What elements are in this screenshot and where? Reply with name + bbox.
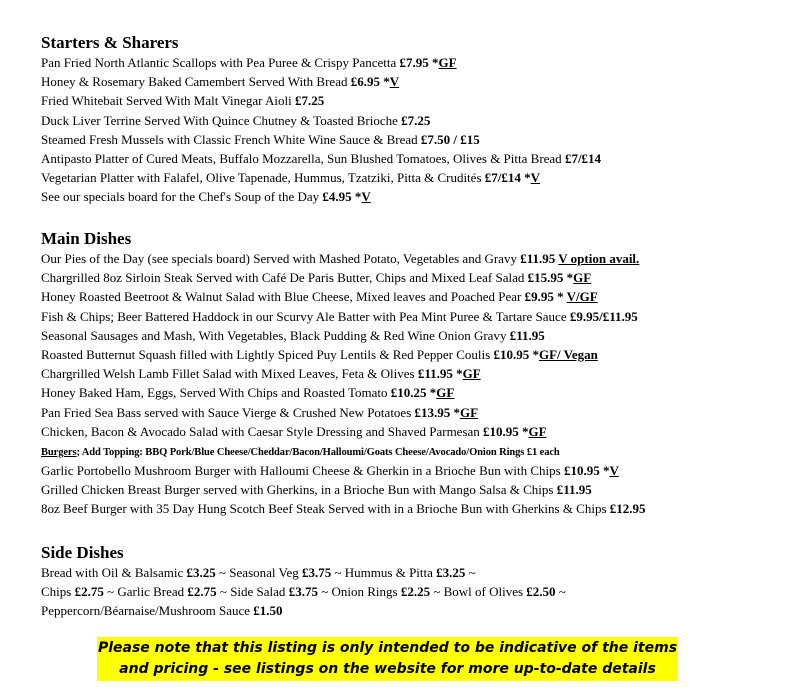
- item-marker: *: [426, 385, 437, 401]
- dietary-tag: V: [609, 463, 619, 478]
- item-marker: *: [450, 404, 461, 420]
- dietary-tag: V: [389, 74, 400, 90]
- side-dish-price: £2.75: [187, 584, 217, 600]
- menu-item: [41, 111, 601, 130]
- item-description: Steamed Fresh Mussels with Classic French White Wine Sauce & Bread: [41, 131, 421, 147]
- menu-item: [41, 53, 601, 72]
- side-dishes-line: [41, 601, 566, 620]
- menu-item: [41, 403, 639, 422]
- burgers-list: [41, 461, 646, 519]
- item-price: £10.95: [483, 423, 519, 439]
- item-price: £7/£14: [484, 170, 521, 186]
- item-price: £15.95: [527, 270, 564, 286]
- item-price: £11.95: [417, 366, 453, 382]
- side-dish-price: £2.75: [74, 584, 104, 600]
- menu-item: [41, 422, 639, 441]
- item-description: Chargrilled 8oz Sirloin Steak Served with Café De Paris Butter, Chips and Mixed Leaf Salad: [41, 270, 528, 286]
- item-price: £11.95: [509, 327, 545, 343]
- notice-banner: [97, 637, 678, 681]
- menu-item: [41, 364, 639, 383]
- side-dish-price: £2.50: [526, 584, 556, 600]
- menu-item: [41, 187, 601, 206]
- item-description: Honey Roasted Beetroot & Walnut Salad with Blue Cheese, Mixed leaves and Poached Pear: [41, 289, 525, 305]
- item-description: See our specials board for the Chef's Soup of the Day: [41, 189, 323, 205]
- item-price: £7.95: [399, 55, 429, 70]
- dietary-tag: GF: [462, 366, 481, 382]
- item-description: Fish & Chips; Beer Battered Haddock in our Scurvy Ale Batter with Pea Mint Puree & Tartare Sauce: [41, 308, 570, 324]
- menu-item: [41, 168, 601, 187]
- dietary-tag: V: [530, 170, 541, 186]
- menu-item: [41, 345, 639, 364]
- item-price: £11.95: [520, 251, 556, 266]
- item-marker: *: [529, 347, 539, 363]
- burgers-label: Burgers: [41, 447, 77, 458]
- item-marker: *: [553, 289, 567, 305]
- burgers-toppings-line: [41, 444, 646, 461]
- item-price: £6.95: [350, 74, 380, 90]
- dietary-tag: GF/ Vegan: [538, 347, 598, 363]
- menu-item: [41, 326, 639, 345]
- side-dish-price: £3.75: [302, 565, 332, 580]
- menu-item: [41, 149, 601, 168]
- item-description: Garlic Portobello Mushroom Burger with Halloumi Cheese & Gherkin in a Brioche Bun with Chips: [41, 463, 564, 478]
- sides-section: [41, 543, 566, 621]
- side-dish-name: ~: [465, 565, 476, 580]
- item-description: 8oz Beef Burger with 35 Day Hung Scotch Beef Steak Served with in a Brioche Bun with Gherkins & Chips: [41, 501, 610, 517]
- item-price: £10.95: [563, 463, 600, 478]
- starters-list: [41, 53, 601, 207]
- mains-section: [41, 229, 639, 441]
- menu-item: [41, 383, 639, 402]
- item-price: £10.25: [390, 385, 427, 401]
- dietary-tag: GF: [460, 404, 479, 420]
- side-dish-name: ~: [555, 584, 566, 600]
- item-description: Grilled Chicken Breast Burger served with Gherkins, in a Brioche Bun with Mango Salsa & Chips: [41, 482, 557, 498]
- dietary-tag: V option avail.: [558, 251, 640, 266]
- item-price: £11.95: [556, 482, 592, 498]
- side-dish-price: £2.25: [400, 584, 431, 600]
- menu-item: [41, 287, 639, 306]
- item-description: Pan Fried Sea Bass served with Sauce Vierge & Crushed New Potatoes: [41, 404, 415, 420]
- item-description: Honey & Rosemary Baked Camembert Served With Bread: [41, 74, 351, 90]
- notice-line-2: and pricing - see listings on the website for more up-to-date details: [119, 661, 656, 677]
- item-description: Vegetarian Platter with Falafel, Olive Tapenade, Hummus, Tzatziki, Pitta & Crudités: [41, 170, 485, 186]
- item-price: £7.25: [401, 112, 431, 128]
- item-price: £13.95: [414, 404, 451, 420]
- side-dish-price: £3.25: [436, 565, 466, 580]
- item-description: Pan Fried North Atlantic Scallops with Pea Puree & Crispy Pancetta: [41, 55, 400, 70]
- item-marker: *: [518, 423, 529, 439]
- item-marker: *: [520, 170, 531, 186]
- side-dish-name: Chips: [41, 584, 75, 600]
- side-dishes-line: [41, 582, 566, 601]
- starters-heading: Starters & Sharers: [41, 33, 179, 52]
- menu-item: [41, 130, 601, 149]
- item-marker: *: [351, 189, 362, 205]
- item-price: £7.50 / £15: [420, 131, 480, 147]
- item-marker: *: [428, 55, 439, 70]
- item-price: £10.95: [493, 347, 530, 363]
- mains-heading: Main Dishes: [41, 229, 132, 248]
- item-description: Antipasto Platter of Cured Meats, Buffalo Mozzarella, Sun Blushed Tomatoes, Olives & Pitta Bread: [41, 151, 565, 167]
- sides-heading: Side Dishes: [41, 543, 124, 562]
- item-marker: *: [379, 74, 390, 90]
- item-description: Fried Whitebait Served With Malt Vinegar Aioli: [41, 93, 295, 109]
- side-dish-name: ~ Side Salad: [216, 584, 289, 600]
- side-dish-price: £3.25: [186, 565, 216, 580]
- side-dish-name: ~ Seasonal Veg: [215, 565, 302, 580]
- starters-section: [41, 33, 601, 207]
- menu-item: [41, 461, 646, 480]
- item-marker: *: [563, 270, 574, 286]
- side-dish-name: ~ Hummus & Pitta: [331, 565, 437, 580]
- item-marker: *: [599, 463, 610, 478]
- menu-item: [41, 499, 646, 518]
- item-description: Roasted Butternut Squash filled with Lightly Spiced Puy Lentils & Red Pepper Coulis: [41, 347, 494, 363]
- side-dish-name: Peppercorn/Béarnaise/Mushroom Sauce: [41, 603, 254, 619]
- dietary-tag: GF: [438, 55, 457, 70]
- item-price: £12.95: [609, 501, 646, 517]
- side-dishes-line: [41, 563, 566, 582]
- side-dish-name: ~ Bowl of Olives: [430, 584, 527, 600]
- menu-item: [41, 249, 639, 268]
- item-price: £9.95: [524, 289, 554, 305]
- menu-item: [41, 268, 639, 287]
- side-dish-name: Bread with Oil & Balsamic: [41, 565, 187, 580]
- menu-item: [41, 307, 639, 326]
- item-description: Duck Liver Terrine Served With Quince Chutney & Toasted Brioche: [41, 112, 402, 128]
- item-price: £9.95/£11.95: [569, 308, 638, 324]
- dietary-tag: V: [361, 189, 371, 205]
- menu-item: [41, 72, 601, 91]
- mains-list: [41, 249, 639, 441]
- dietary-tag: GF: [436, 385, 455, 401]
- item-description: Our Pies of the Day (see specials board) Served with Mashed Potato, Vegetables and Gravy: [41, 251, 521, 266]
- dietary-tag: V/GF: [566, 289, 598, 305]
- item-price: £7.25: [294, 93, 325, 109]
- menu-item: [41, 480, 646, 499]
- item-price: £7/£14: [564, 151, 602, 167]
- menu-item: [41, 91, 601, 110]
- dietary-tag: GF: [573, 270, 592, 286]
- side-dish-price: £3.75: [288, 584, 318, 600]
- dietary-tag: GF: [528, 423, 547, 439]
- item-description: Honey Baked Ham, Eggs, Served With Chips and Roasted Tomato: [41, 385, 391, 401]
- sides-list: [41, 563, 566, 621]
- item-description: Chargrilled Welsh Lamb Fillet Salad with Mixed Leaves, Feta & Olives: [41, 366, 418, 382]
- burgers-section: [41, 444, 646, 519]
- side-dish-name: ~ Garlic Bread: [103, 584, 188, 600]
- item-price: £4.95: [322, 189, 352, 205]
- notice-line-1: Please note that this listing is only intended to be indicative of the items: [97, 640, 678, 656]
- side-dish-price: £1.50: [253, 603, 283, 619]
- burgers-toppings-text: ; Add Topping: BBQ Pork/Blue Cheese/Cheddar/Bacon/Halloumi/Goats Cheese/Avocado/Onion Rings £1 each: [76, 447, 560, 458]
- item-description: Seasonal Sausages and Mash, With Vegetables, Black Pudding & Red Wine Onion Gravy: [41, 327, 510, 343]
- side-dish-name: ~ Onion Rings: [317, 584, 401, 600]
- item-description: Chicken, Bacon & Avocado Salad with Caesar Style Dressing and Shaved Parmesan: [41, 423, 484, 439]
- item-marker: *: [452, 366, 463, 382]
